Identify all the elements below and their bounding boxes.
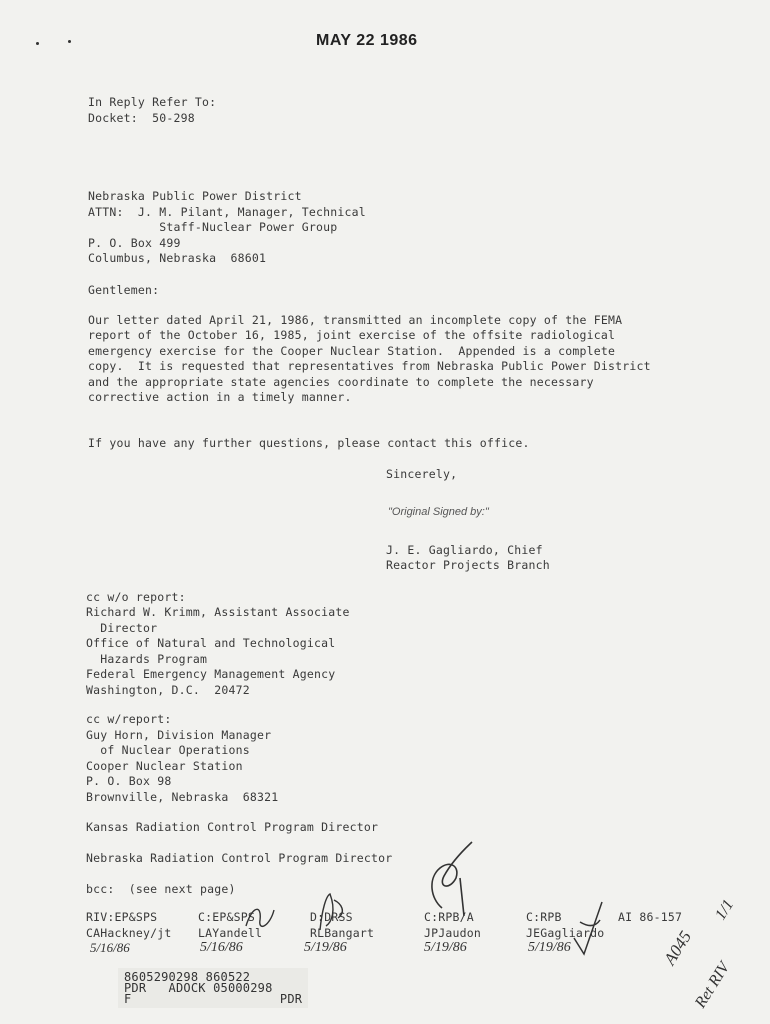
- concurrence-name: JEGagliardo: [526, 926, 605, 940]
- addressee-line: Nebraska Public Power District: [88, 189, 302, 203]
- scan-speck: [68, 40, 71, 43]
- concurrence-name: LAYandell: [198, 926, 263, 940]
- cc-line: Brownville, Nebraska 68321: [86, 790, 279, 804]
- kansas-cc: Kansas Radiation Control Program Director: [86, 820, 379, 834]
- concurrence-name: CAHackney/jt: [86, 926, 172, 940]
- cc-line: Cooper Nuclear Station: [86, 759, 243, 773]
- concurrence-name: RLBangart: [310, 926, 375, 940]
- body-line: corrective action in a timely manner.: [88, 390, 352, 404]
- signer-title: Reactor Projects Branch: [386, 558, 550, 572]
- concurrence-name: JPJaudon: [424, 926, 481, 940]
- body-line: and the appropriate state agencies coordinate to complete the necessary: [88, 375, 594, 389]
- closing: Sincerely,: [386, 467, 458, 481]
- closing-question: If you have any further questions, please contact this office.: [88, 436, 530, 450]
- concurrence-office: C:RPB: [526, 910, 562, 924]
- body-line: emergency exercise for the Cooper Nuclear Station. Appended is a complete: [88, 344, 616, 358]
- original-signed-stamp: "Original Signed by:": [388, 506, 489, 518]
- concurrence-office: RIV:EP&SPS: [86, 910, 158, 924]
- cc-line: cc w/o report:: [86, 590, 186, 604]
- addressee-line: Columbus, Nebraska 68601: [88, 251, 267, 265]
- salutation: Gentlemen:: [88, 283, 160, 297]
- cc-line: Richard W. Krimm, Assistant Associate: [86, 605, 350, 619]
- addressee-line: ATTN: J. M. Pilant, Manager, Technical: [88, 205, 366, 219]
- cc-line: cc w/report:: [86, 712, 172, 726]
- cc-line: P. O. Box 98: [86, 774, 172, 788]
- action-item-number: AI 86-157: [618, 910, 683, 924]
- concurrence-date: 5/19/86: [304, 940, 347, 955]
- handwritten-initials: [420, 838, 480, 918]
- scan-speck: [36, 42, 39, 45]
- concurrence-office: C:EP&SPS: [198, 910, 255, 924]
- letter-date: MAY 22 1986: [316, 32, 418, 49]
- body-line: report of the October 16, 1985, joint exercise of the offsite radiological: [88, 328, 616, 342]
- reference-line: In Reply Refer To:: [88, 95, 217, 109]
- concurrence-date: 5/16/86: [90, 940, 130, 955]
- handwritten-note: 1/1: [712, 896, 738, 924]
- stamp-line: F PDR: [124, 992, 303, 1006]
- initials-scrawl: [570, 898, 606, 958]
- body-line: Our letter dated April 21, 1986, transmitted an incomplete copy of the FEMA: [88, 313, 623, 327]
- concurrence-date: 5/19/86: [528, 940, 571, 955]
- handwritten-note: A045: [660, 927, 696, 969]
- body-line: copy. It is requested that representatives from Nebraska Public Power District: [88, 359, 651, 373]
- initials-scrawl: [240, 896, 280, 940]
- cc-line: Hazards Program: [86, 652, 208, 666]
- cc-line: Director: [86, 621, 158, 635]
- concurrence-date: 5/16/86: [200, 940, 243, 955]
- cc-line: of Nuclear Operations: [86, 743, 250, 757]
- cc-line: Washington, D.C. 20472: [86, 683, 250, 697]
- nebraska-cc: Nebraska Radiation Control Program Director: [86, 851, 393, 865]
- concurrence-office: D:DRSS: [310, 910, 353, 924]
- handwritten-note: Ret RIV: [692, 959, 734, 1012]
- bcc-line: bcc: (see next page): [86, 882, 236, 896]
- stamp-line: 8605290298 860522: [124, 970, 251, 984]
- addressee-line: Staff-Nuclear Power Group: [88, 220, 338, 234]
- concurrence-office: C:RPB/A: [424, 910, 474, 924]
- pdr-stamp: [118, 968, 308, 1008]
- initials-scrawl: [312, 890, 352, 934]
- stamp-line: PDR ADOCK 05000298: [124, 981, 273, 995]
- addressee-line: P. O. Box 499: [88, 236, 181, 250]
- cc-line: Office of Natural and Technological: [86, 636, 336, 650]
- docket-line: Docket: 50-298: [88, 111, 195, 125]
- cc-line: Federal Emergency Management Agency: [86, 667, 336, 681]
- cc-line: Guy Horn, Division Manager: [86, 728, 272, 742]
- concurrence-date: 5/19/86: [424, 940, 467, 955]
- signer-name: J. E. Gagliardo, Chief: [386, 543, 543, 557]
